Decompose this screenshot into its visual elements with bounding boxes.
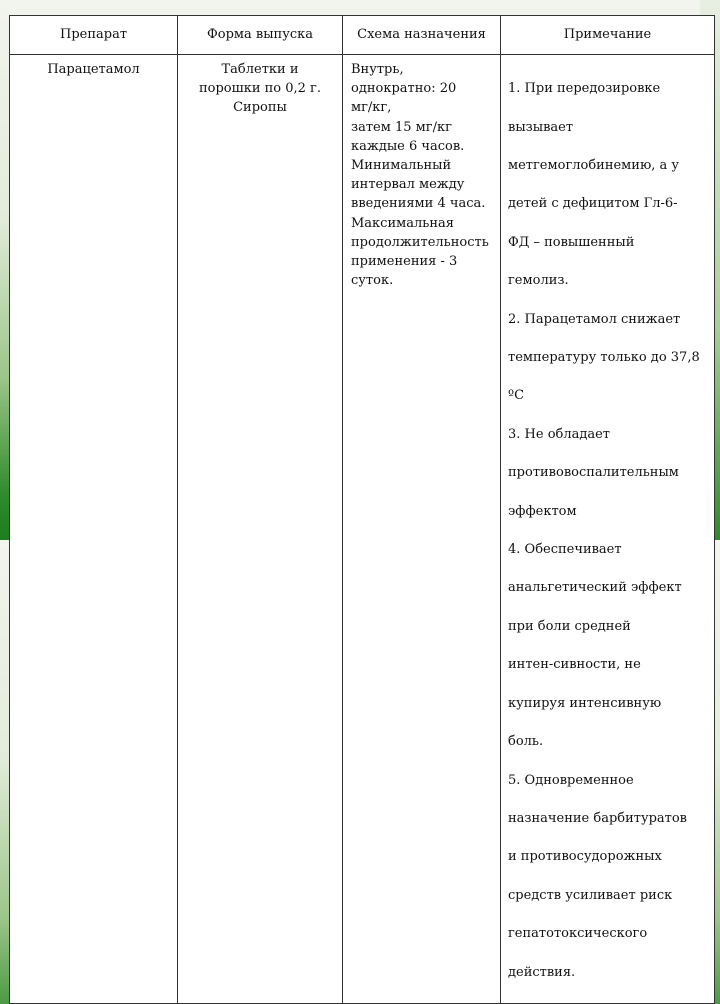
table-row xyxy=(10,55,715,1004)
note-line: назначение барбитуратов xyxy=(508,810,688,826)
note-line: средств усиливает риск xyxy=(508,887,673,903)
scheme-line: Максимальная xyxy=(351,215,454,231)
form-line: Таблетки и xyxy=(221,62,299,77)
header-drug: Препарат xyxy=(10,16,178,55)
note-line: метгемоглобинемию, а у xyxy=(508,158,680,174)
note-line: и противосудорожных xyxy=(508,849,662,865)
scheme-line: продолжительность xyxy=(351,234,489,250)
note-line: 4. Обеспечивает xyxy=(508,542,622,558)
note-line: вызывает xyxy=(508,119,574,135)
scheme-line: каждые 6 часов. xyxy=(351,138,465,154)
note-line: ºС xyxy=(508,388,525,404)
scheme-line: суток. xyxy=(351,273,394,289)
note-line: боль. xyxy=(508,734,544,750)
form-line: Сиропы xyxy=(233,100,287,116)
note-line: 2. Парацетамол снижает xyxy=(508,311,681,327)
header-scheme: Схема назначения xyxy=(343,16,501,55)
note-line: эффектом xyxy=(508,503,577,519)
note-line: при боли средней xyxy=(508,618,631,634)
scheme-line: затем 15 мг/кг xyxy=(351,119,452,135)
drug-name: Парацетамол xyxy=(47,62,140,77)
header-form: Форма выпуска xyxy=(178,16,343,55)
note-line: температуру только до 37,8 xyxy=(508,350,700,366)
scheme-line: однократно: 20 xyxy=(351,81,457,97)
header-notes: Примечание xyxy=(501,16,715,55)
notes-cell xyxy=(501,55,715,1004)
scheme-line: Минимальный xyxy=(351,158,452,174)
drug-table xyxy=(9,15,715,1004)
note-line: противовоспалительным xyxy=(508,465,679,481)
form-cell xyxy=(178,55,343,1004)
scheme-line: Внутрь, xyxy=(351,62,404,77)
scheme-line: интервал между xyxy=(351,177,465,193)
form-line: порошки по 0,2 г. xyxy=(198,81,322,97)
scheme-line: введениями 4 часа. xyxy=(351,196,486,212)
note-line: гемолиз. xyxy=(508,273,569,289)
note-line: ФД – повышенный xyxy=(508,234,635,250)
note-line: анальгетический эффект xyxy=(508,580,682,596)
note-line: 5. Одновременное xyxy=(508,772,634,788)
note-line: гепатотоксического xyxy=(508,926,648,942)
note-line: 3. Не обладает xyxy=(508,426,611,442)
header-row xyxy=(10,16,715,55)
scheme-cell xyxy=(343,55,501,1004)
note-line: действия. xyxy=(508,964,576,980)
note-line: 1. При передозировке xyxy=(508,81,661,97)
scheme-line: мг/кг, xyxy=(351,100,392,116)
note-line: детей с дефицитом Гл-6- xyxy=(508,196,678,212)
note-line: интен-сивности, не xyxy=(508,657,641,673)
scheme-line: применения - 3 xyxy=(351,254,458,270)
note-line: купируя интенсивную xyxy=(508,695,662,711)
drug-name-cell xyxy=(10,55,178,1004)
